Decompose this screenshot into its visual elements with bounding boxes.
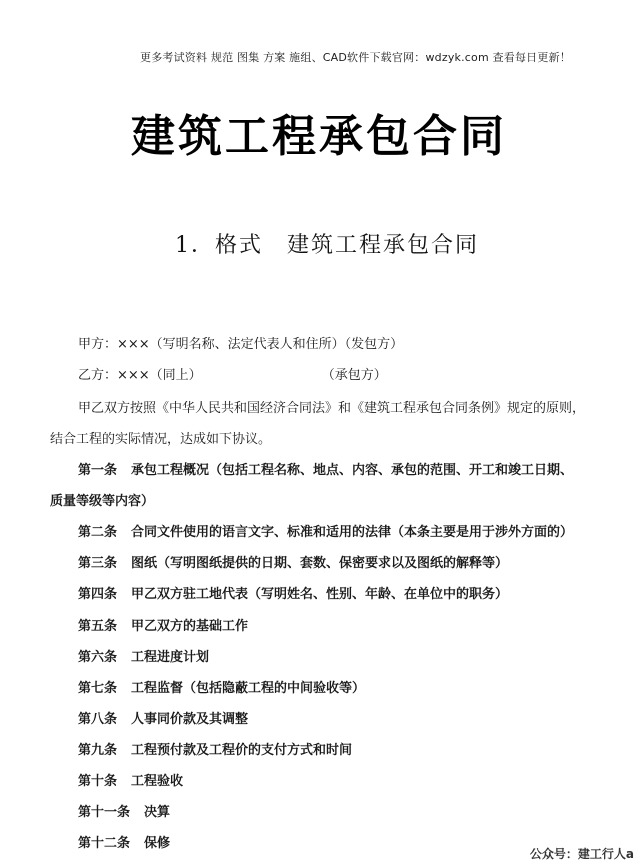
page-title: 建筑工程承包合同 bbox=[131, 111, 507, 162]
article-text: 图纸（写明图纸提供的日期、套数、保密要求以及图纸的解释等） bbox=[131, 556, 509, 571]
article-6 bbox=[78, 646, 209, 665]
preamble-line-1: 甲乙双方按照《中华人民共和国经济合同法》和《建筑工程承包合同条例》规定的原则， bbox=[78, 401, 586, 416]
article-number: 第十一条 bbox=[78, 805, 131, 820]
article-text: 工程进度计划 bbox=[131, 650, 210, 665]
article-text: 人事同价款及其调整 bbox=[131, 712, 249, 727]
article-text: 工程预付款及工程价的支付方式和时间 bbox=[131, 743, 353, 758]
article-10 bbox=[78, 770, 183, 789]
article-5 bbox=[78, 615, 248, 634]
article-11 bbox=[78, 801, 170, 820]
article-number: 第十条 bbox=[78, 774, 118, 789]
article-number: 第五条 bbox=[78, 619, 118, 634]
section-subtitle: 1．格式 建筑工程承包合同 bbox=[175, 233, 479, 258]
article-3 bbox=[78, 552, 508, 571]
article-text: 保修 bbox=[144, 836, 171, 851]
article-7 bbox=[78, 677, 365, 696]
article-number: 第一条 bbox=[78, 463, 118, 478]
article-number: 第九条 bbox=[78, 743, 118, 758]
article-number: 第四条 bbox=[78, 587, 118, 602]
preamble-line-2: 结合工程的实际情况，达成如下协议。 bbox=[50, 432, 272, 447]
article-2 bbox=[78, 521, 573, 540]
article-1-continued: 质量等级等内容） bbox=[50, 494, 155, 509]
article-number: 第六条 bbox=[78, 650, 118, 665]
watermark: 公众号：建工行人a bbox=[529, 847, 634, 861]
article-text: 决算 bbox=[144, 805, 171, 820]
article-4 bbox=[78, 583, 508, 602]
article-text: 甲乙双方的基础工作 bbox=[131, 619, 249, 634]
party-b-line bbox=[78, 364, 387, 383]
article-1 bbox=[78, 459, 573, 478]
article-number: 第二条 bbox=[78, 525, 118, 540]
article-text: 合同文件使用的语言文字、标准和适用的法律（本条主要是用于涉外方面的） bbox=[131, 525, 574, 540]
article-text: 甲乙双方驻工地代表（写明姓名、性别、年龄、在单位中的职务） bbox=[131, 587, 509, 602]
party-b-label: 乙方：×××（同上） bbox=[78, 368, 202, 383]
article-12 bbox=[78, 832, 170, 851]
party-b-role: （承包方） bbox=[321, 368, 387, 383]
article-number: 第七条 bbox=[78, 681, 118, 696]
article-text: 工程验收 bbox=[131, 774, 184, 789]
article-text: 工程监督（包括隐蔽工程的中间验收等） bbox=[131, 681, 366, 696]
article-8 bbox=[78, 708, 248, 727]
article-number: 第十二条 bbox=[78, 836, 131, 851]
header-note: 更多考试资料 规范 图集 方案 施组、CAD软件下载官网：wdzyk.com 查看每日更新！ bbox=[140, 51, 571, 64]
article-number: 第三条 bbox=[78, 556, 118, 571]
article-text: 承包工程概况（包括工程名称、地点、内容、承包的范围、开工和竣工日期、 bbox=[131, 463, 574, 478]
article-9 bbox=[78, 739, 352, 758]
party-a-line: 甲方：×××（写明名称、法定代表人和住所）（发包方） bbox=[78, 337, 404, 352]
article-number: 第八条 bbox=[78, 712, 118, 727]
